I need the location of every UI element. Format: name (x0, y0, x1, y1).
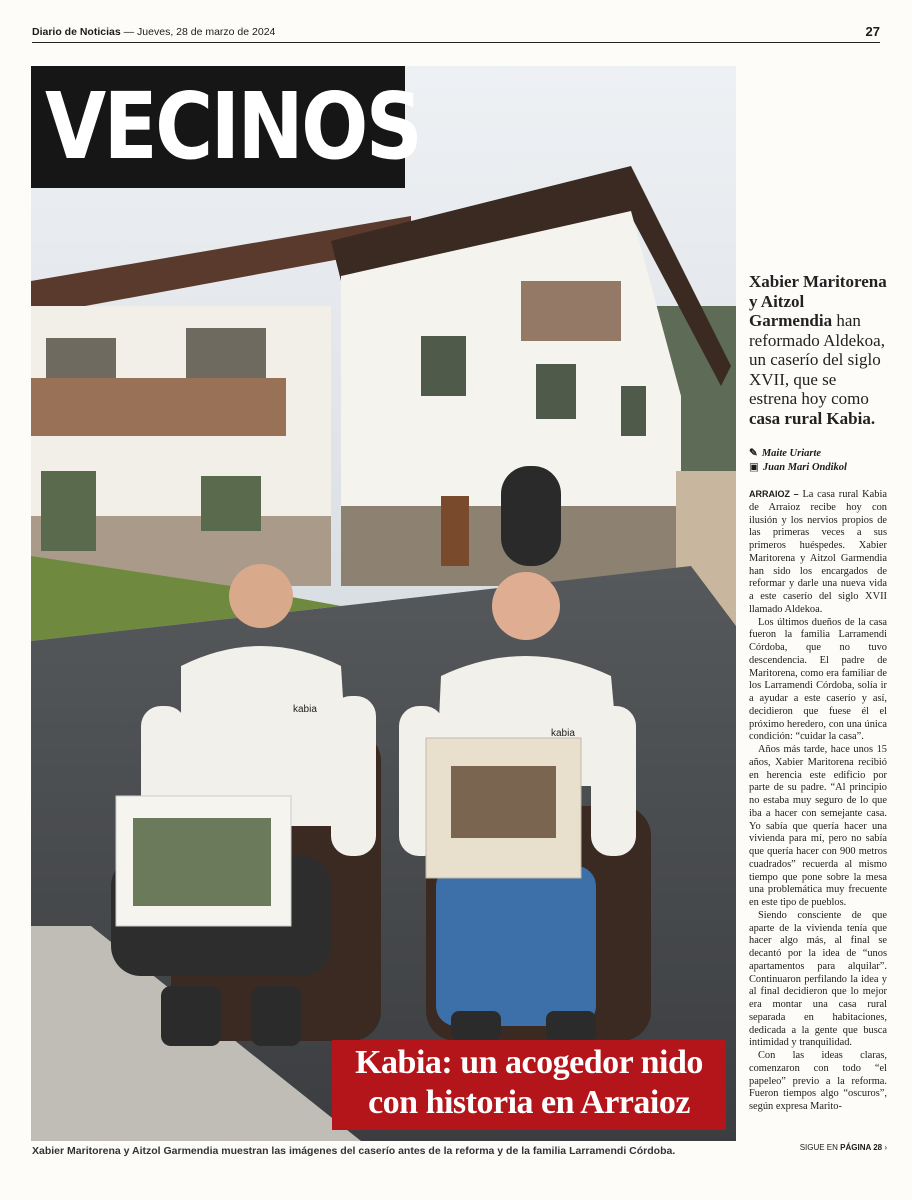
held-photo-family-image (451, 766, 556, 838)
camera-icon: ▣ (749, 462, 759, 473)
dateline: ARRAIOZ – (749, 489, 799, 499)
page-number: 27 (865, 24, 880, 39)
sweatshirt-logo: kabia (551, 728, 575, 739)
headline-line-2: con historia en Arraioz (368, 1084, 690, 1121)
person-right-shoe (546, 1011, 596, 1041)
publication-name: Diario de Noticias (32, 26, 121, 38)
held-photo-house-image (133, 818, 271, 906)
author-name: Maite Uriarte (761, 448, 822, 459)
section-banner (31, 66, 421, 188)
person-right-head (492, 572, 560, 640)
person-right-shoe (451, 1011, 501, 1041)
continued-page: PÁGINA 28 (840, 1143, 883, 1152)
window (536, 364, 576, 419)
photographer-byline (749, 461, 887, 475)
door (441, 496, 469, 566)
body-paragraph: Los últimos dueños de la casa fueron la familia Larramendi Córdoba, que no tuvo descendencia. El padre de Maritorena, como era familiar de los Larramendi Córdoba, solía ir a ayudar a este caserío y así, decidieron que fuese él el próximo heredero, con una única condición: “cuidar la casa”. (749, 616, 887, 743)
person-left-shoe (161, 986, 221, 1046)
publication-date: Jueves, 28 de marzo de 2024 (137, 26, 276, 38)
standfirst-text: han reformado Aldekoa, un caserío del siglo XVII, que se estrena hoy como (749, 311, 885, 408)
continued-arrow-icon: › (884, 1143, 887, 1152)
body-paragraph: Siendo consciente de que aparte de la vivienda tenía que hacer algo más, al final se decantó por la idea de “unos apartamentos para alquilar”. Continuaron perfilando la idea y al final decidieron que lo mejor era montar una casa rural separada en habitaciones, dedicada a la gente que busca intimidad y tranquilidad. (749, 909, 887, 1049)
standfirst-names: Xabier Maritorena y Aitzol Garmendia (749, 272, 887, 330)
page-header (32, 26, 880, 42)
standfirst (749, 272, 887, 428)
photo-illustration (31, 66, 736, 1141)
photo-caption: Xabier Maritorena y Aitzol Garmendia muestran las imágenes del caserío antes de la reforma y de la familia Larramendi Córdoba. (32, 1145, 676, 1157)
upper-balcony (521, 281, 621, 341)
window (41, 471, 96, 551)
window (621, 386, 646, 436)
header-rule (32, 42, 880, 43)
standfirst-end: casa rural Kabia. (749, 408, 876, 428)
headline-line-1: Kabia: un acogedor nido (355, 1044, 703, 1081)
continued-link[interactable] (749, 1143, 887, 1152)
window (186, 328, 266, 378)
headline-box (332, 1040, 726, 1130)
sweatshirt-logo: kabia (293, 704, 317, 715)
body-paragraph: Con las ideas claras, comenzaron con todo “el papeleo” previo a la reforma. Fueron tiempos algo “oscuros”, según expresa Marito- (749, 1050, 887, 1112)
pen-icon: ✎ (749, 448, 758, 459)
person-right-arm (591, 706, 636, 856)
window (46, 338, 116, 378)
body-paragraph: Años más tarde, hace unos 15 años, Xabier Maritorena recibió en herencia este edificio por parte de su padre. “Al principio no estaba muy seguro de lo que iba a hacer con semejante casa. Yo sabía que quería hacer una vivienda para mí, pero no sabía que quería hacer con 900 metros cuadrados” recuerda al mismo tiempo que pone sobre la mesa una problemática muy frecuente en este tipo de pueblos. (749, 744, 887, 908)
main-photo (31, 66, 736, 1141)
person-left-arm (331, 696, 376, 856)
left-balcony (31, 378, 286, 436)
continued-prefix: SIGUE EN (799, 1143, 838, 1152)
arch-door (501, 466, 561, 566)
section-title: VECINOS (45, 73, 421, 180)
person-left-shoe (251, 986, 301, 1046)
author-byline (749, 447, 887, 461)
person-left-head (229, 564, 293, 628)
bylines (749, 447, 887, 475)
person-right-legs (436, 866, 596, 1026)
window (201, 476, 261, 531)
article-body (749, 488, 887, 1114)
body-paragraph: ARRAIOZ – La casa rural Kabia de Arraioz recibe hoy con ilusión y los nervios propios de las primeras veces a sus primeros huéspedes. Xabier Maritorena y Aitzol Garmendia han sido los encargados de reformar y darle una nueva vida a este caserío del siglo XVII llamado Aldekoa. (749, 489, 887, 615)
publication-line: Diario de Noticias — Jueves, 28 de marzo de 2024 (32, 26, 276, 38)
photographer-name: Juan Mari Ondikol (762, 462, 847, 473)
window (421, 336, 466, 396)
